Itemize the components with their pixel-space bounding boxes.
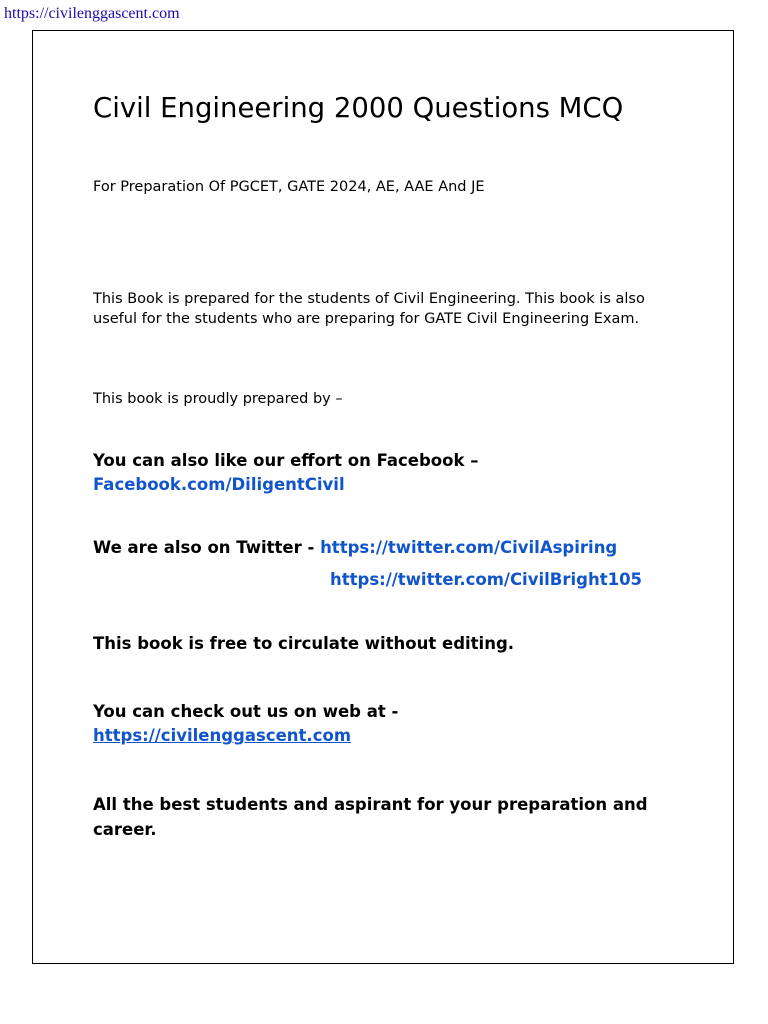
closing-message: All the best students and aspirant for your preparation and career. xyxy=(93,795,648,839)
document-page xyxy=(32,30,734,964)
intro-paragraph: This Book is prepared for the students of Civil Engineering. This book is also useful for the students who are preparing for GATE Civil Engineering Exam. xyxy=(93,291,645,327)
facebook-link[interactable]: Facebook.com/DiligentCivil xyxy=(93,475,345,494)
document-title: Civil Engineering 2000 Questions MCQ xyxy=(93,92,624,124)
twitter-link-civilaspiring[interactable]: https://twitter.com/CivilAspiring xyxy=(320,538,618,557)
prepared-by-text: This book is proudly prepared by – xyxy=(93,391,343,407)
facebook-link-line xyxy=(93,473,345,497)
free-notice: This book is free to circulate without editing. xyxy=(93,634,515,653)
document-subtitle: For Preparation Of PGCET, GATE 2024, AE, AAE And JE xyxy=(93,179,485,195)
web-label: You can check out us on web at - xyxy=(93,702,399,721)
twitter-link-civilbright[interactable]: https://twitter.com/CivilBright105 xyxy=(330,570,643,589)
website-link[interactable]: https://civilenggascent.com xyxy=(93,726,352,745)
facebook-label: You can also like our effort on Facebook – xyxy=(93,451,479,470)
twitter-link-civilbright-line xyxy=(330,568,642,592)
web-link-line xyxy=(93,724,351,748)
twitter-label: We are also on Twitter - xyxy=(93,538,321,557)
twitter-line xyxy=(93,536,617,560)
header-url-link[interactable]: https://civilenggascent.com xyxy=(4,5,180,22)
